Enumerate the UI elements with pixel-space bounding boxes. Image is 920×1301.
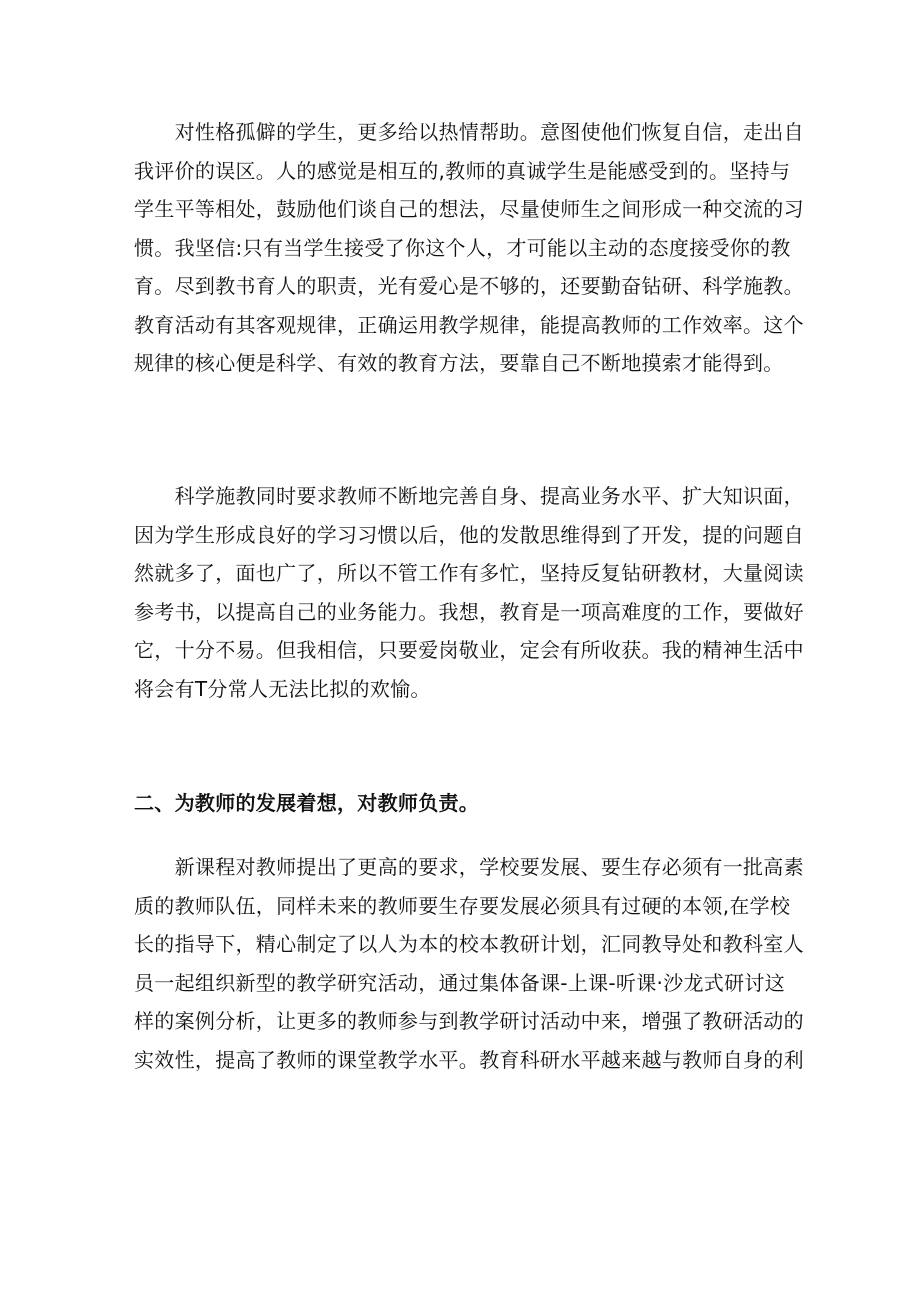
paragraph-line: 员一起组织新型的教学研究活动，通过集体备课-上课-听课·沙龙式研讨这 xyxy=(134,970,785,995)
paragraph-line: 我评价的误区。人的感觉是相互的,教师的真诚学生是能感受到的。坚持与 xyxy=(134,158,791,183)
section-heading-text: 二、为教师的发展着想，对教师负责。 xyxy=(134,791,480,815)
paragraph-line: 长的指导下，精心制定了以人为本的校本教研计划，汇同教导处和教科室人 xyxy=(134,932,804,956)
paragraph-line: 样的案例分析，让更多的教师参与到教学研讨活动中来，增强了教研活动的 xyxy=(134,1009,804,1033)
paragraph-line: 然就多了，面也广了，所以不管工作有多忙，坚持反复钻研教材，大量阅读 xyxy=(134,561,804,585)
paragraph-line: 教育活动有其客观规律，正确运用教学规律，能提高教师的工作效率。这个 xyxy=(134,312,804,337)
paragraph-line: 对性格孤僻的学生，更多给以热情帮助。意图使他们恢复自信，走出自 xyxy=(134,120,804,144)
paragraph-line: 学生平等相处，鼓励他们谈自己的想法，尽量使师生之间形成一种交流的习 xyxy=(134,197,804,221)
paragraph-line: 惯。我坚信:只有当学生接受了你这个人，才可能以主动的态度接受你的教 xyxy=(134,235,791,260)
paragraph-line: 参考书，以提高自己的业务能力。我想，教育是一项高难度的工作，要做好 xyxy=(134,599,804,624)
paragraph-line: 新课程对教师提出了更高的要求，学校要发展、要生存必须有一批高素 xyxy=(134,855,804,879)
paragraph-3 xyxy=(134,848,814,1079)
paragraph-line: 育。尽到教书育人的职责，光有爱心是不够的，还要勤奋钻研、科学施教。 xyxy=(134,274,804,298)
paragraph-line: 因为学生形成良好的学习习惯以后，他的发散思维得到了开发，提的问题自 xyxy=(134,522,804,547)
paragraph-line: 它，十分不易。但我相信，只要爱岗敬业，定会有所收获。我的精神生活中 xyxy=(134,638,804,662)
paragraph-line: 实效性，提高了教师的课堂教学水平。教育科研水平越来越与教师自身的利 xyxy=(134,1047,804,1072)
paragraph-line: 规律的核心便是科学、有效的教育方法，要靠自己不断地摸索才能得到。 xyxy=(134,351,784,375)
paragraph-line: 科学施教同时要求教师不断地完善自身、提高业务水平、扩大知识面， xyxy=(134,484,804,508)
paragraph-2 xyxy=(134,477,814,708)
paragraph-line: 质的教师队伍，同样未来的教师要生存要发展必须具有过硬的本领,在学校 xyxy=(134,893,791,918)
paragraph-line: 将会有T分常人无法比拟的欢愉。 xyxy=(134,676,431,701)
section-heading-2 xyxy=(134,784,814,823)
paragraph-1 xyxy=(134,113,814,383)
